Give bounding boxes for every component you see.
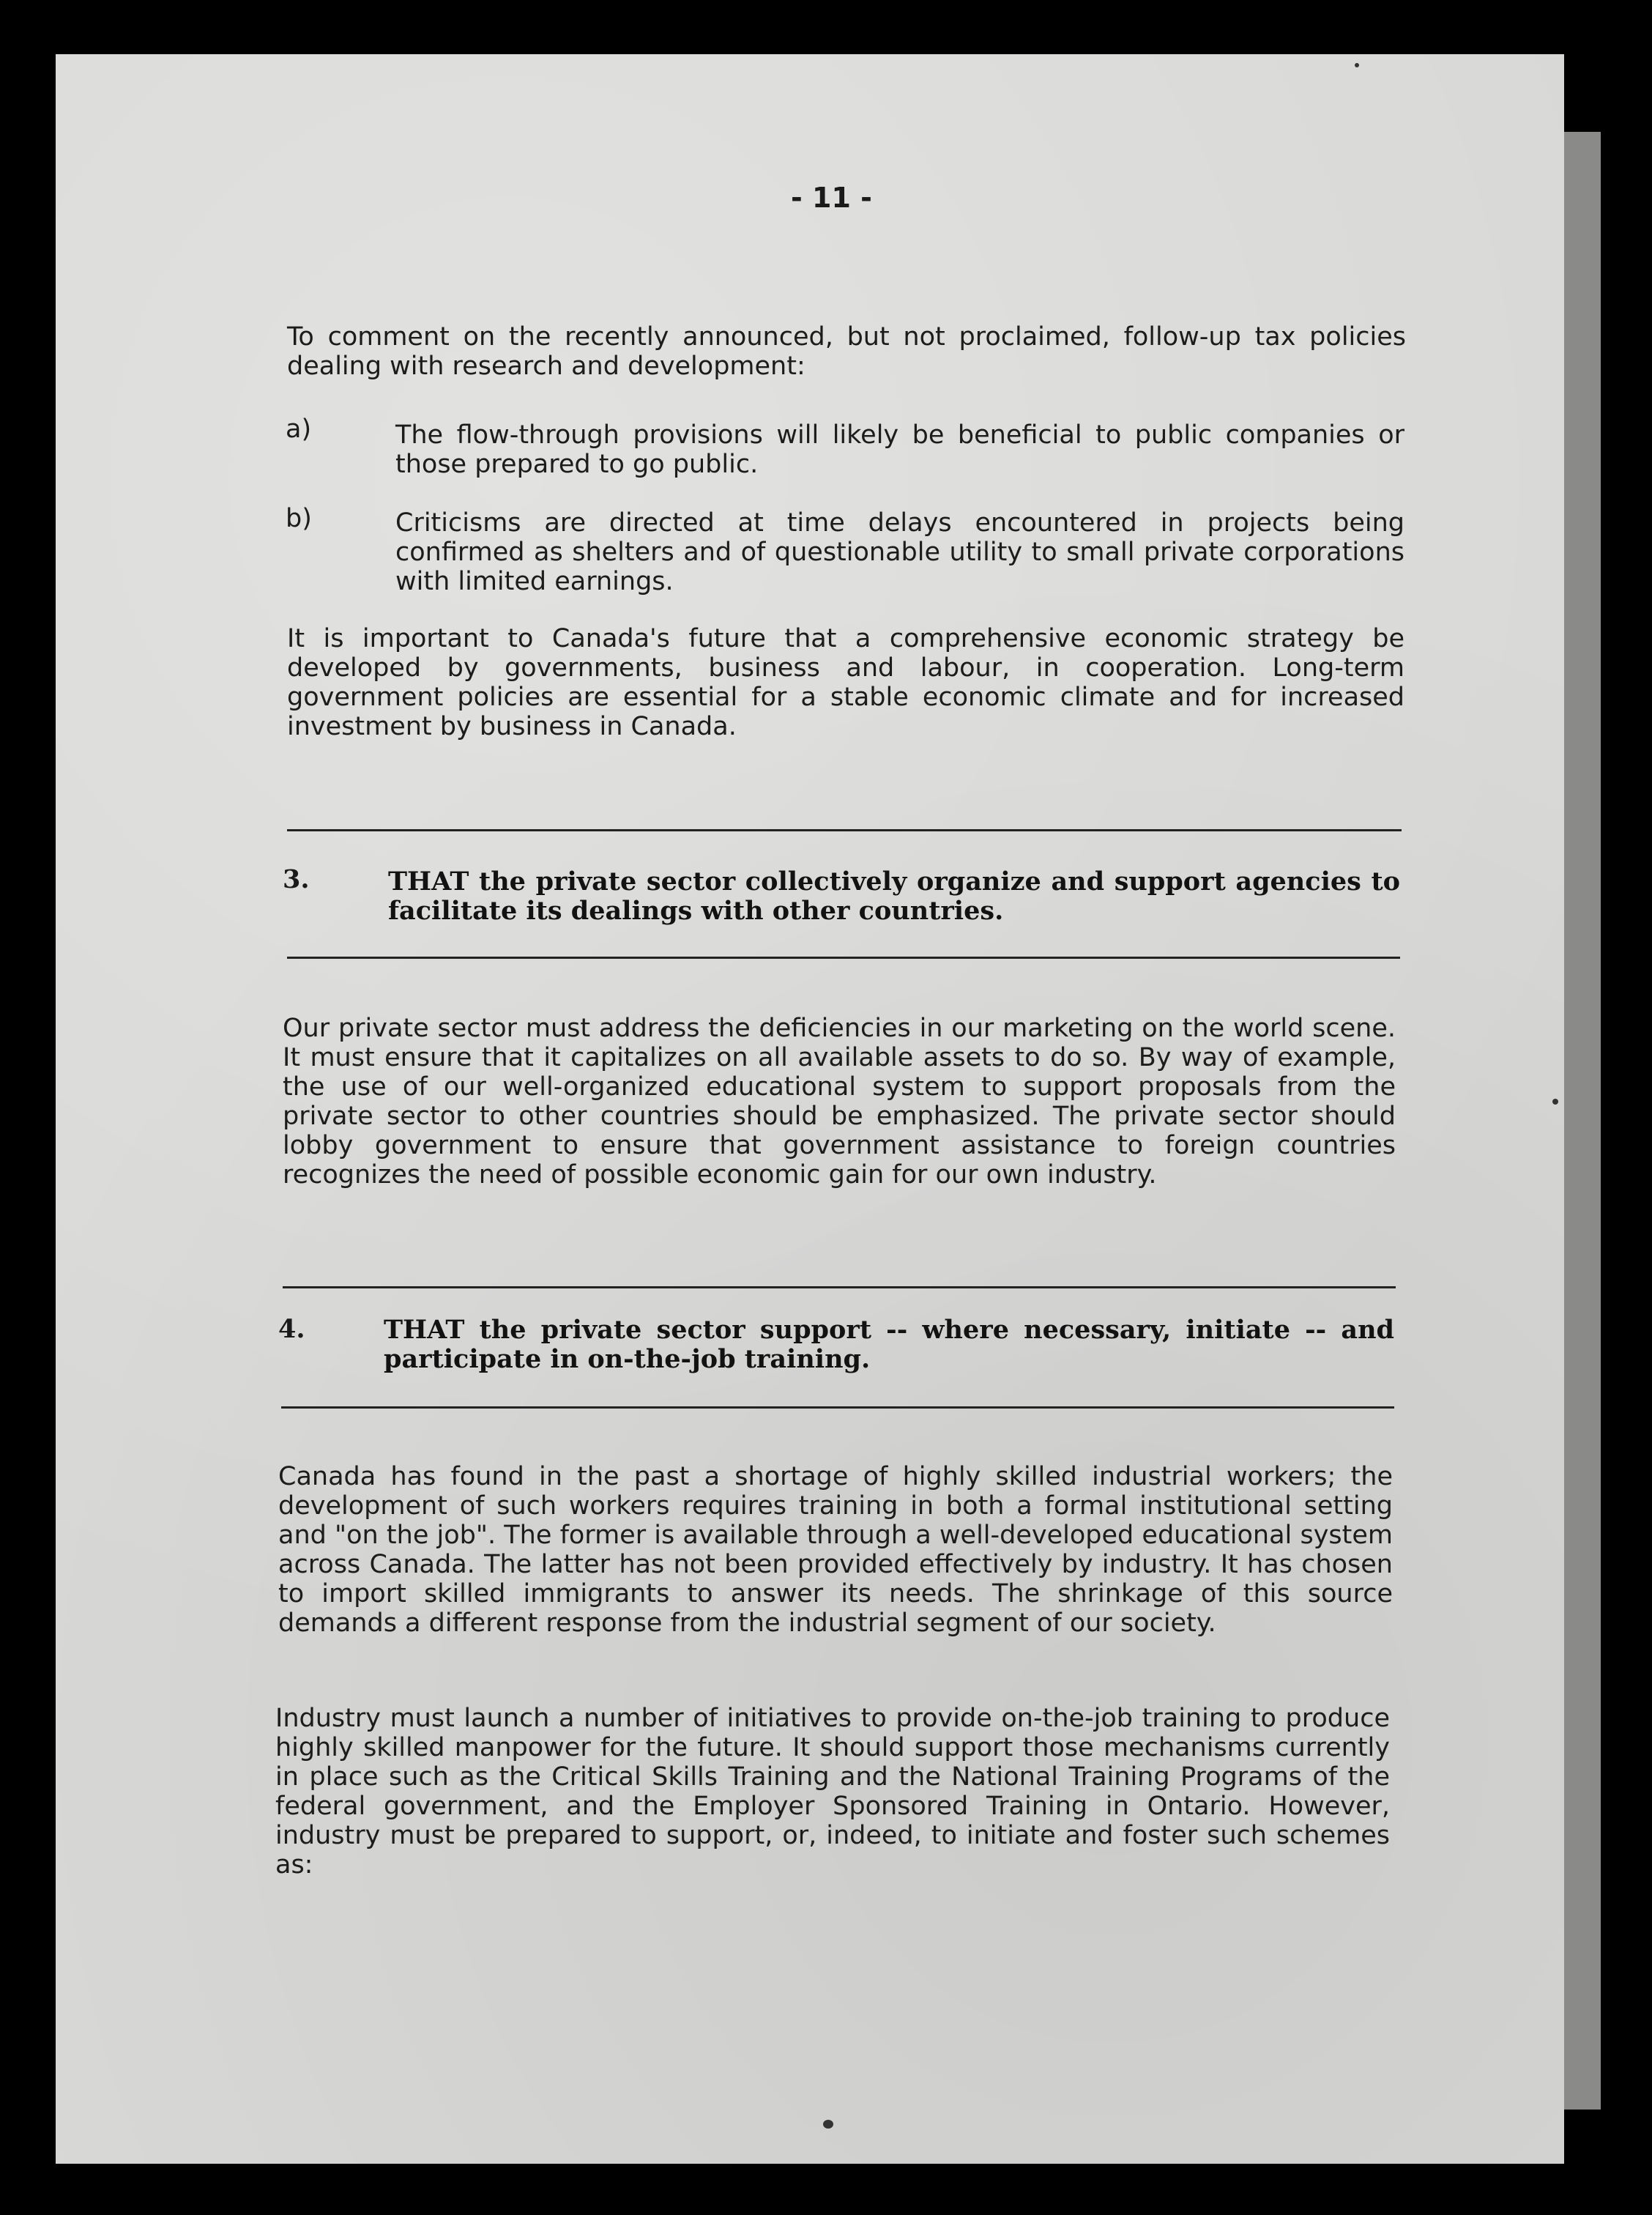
page-number: - 11 - bbox=[791, 182, 872, 214]
recommendation-number-3: 3. bbox=[283, 864, 310, 894]
recommendation-3-body: Our private sector must address the deficiencies in our marketing on the world scene. It must ensure that it capitalizes on all available assets to do so. By way of example, the use of our well-organized educational system to support proposals from the private sector to other countries should be emphasized. The private sector should lobby government to ensure that government assistance to foreign countries recognizes the need of possible economic gain for our own industry. bbox=[283, 1014, 1396, 1190]
page-edge-shadow bbox=[1564, 132, 1601, 2110]
list-marker-a: a) bbox=[286, 415, 312, 444]
recommendation-4-body-1: Canada has found in the past a shortage of highly skilled industrial workers; the development of such workers requires training in both a formal institutional setting and "on the job". The former is available through a well-developed educational system across Canada. The latter has not been provided effectively by industry. It has chosen to import skilled immigrants to answer its needs. The shrinkage of this source demands a different response from the industrial segment of our society. bbox=[278, 1462, 1393, 1638]
list-item-a: The flow-through provisions will likely be beneficial to public companies or those prepared to go public. bbox=[395, 420, 1404, 479]
intro-paragraph: To comment on the recently announced, but not proclaimed, follow-up tax policies dealing with research and development: bbox=[287, 322, 1406, 381]
scan-speck bbox=[823, 2120, 833, 2129]
recommendation-3-text: THAT the private sector collectively organize and support agencies to facilitate its dealings with other countries. bbox=[388, 867, 1400, 926]
list-item-b: Criticisms are directed at time delays encountered in projects being confirmed as shelters and of questionable utility to small private corporations with limited earnings. bbox=[395, 508, 1404, 596]
recommendation-number-4: 4. bbox=[278, 1314, 305, 1344]
divider-rule bbox=[281, 1406, 1394, 1409]
divider-rule bbox=[283, 1286, 1396, 1288]
list-marker-b: b) bbox=[286, 504, 312, 533]
strategy-paragraph: It is important to Canada's future that a comprehensive economic strategy be developed by governments, business and labour, in cooperation. Long-term government policies are essential for a stable economic climate and for increased investment by business in Canada. bbox=[287, 624, 1404, 741]
scan-speck bbox=[1355, 63, 1359, 67]
divider-rule bbox=[287, 957, 1400, 959]
recommendation-4-body-2: Industry must launch a number of initiatives to provide on-the-job training to produce highly skilled manpower for the future. It should support those mechanisms currently in place such as the Critical Skills Training and the National Training Programs of the federal government, and the Employer Sponsored Training in Ontario. However, industry must be prepared to support, or, indeed, to initiate and foster such schemes as: bbox=[275, 1704, 1390, 1880]
recommendation-4-text: THAT the private sector support -- where necessary, initiate -- and participate in on-the-job training. bbox=[384, 1315, 1394, 1374]
divider-rule bbox=[287, 829, 1402, 831]
scan-speck bbox=[1552, 1099, 1558, 1105]
